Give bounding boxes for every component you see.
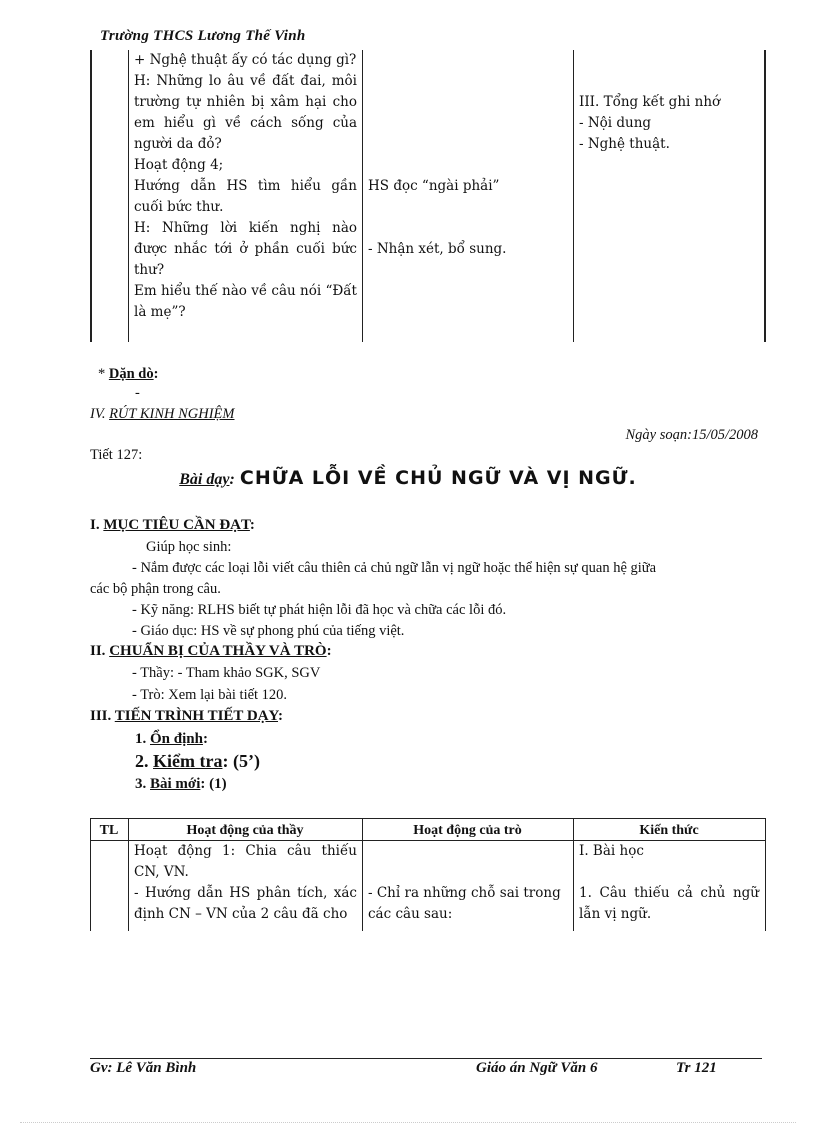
teacher-activity-cell [134,841,357,925]
teacher-activity-line: + Nghệ thuật ấy có tác dụng gì? [134,52,357,68]
teacher-activity-line: H: Những lời kiến nghị nào được nhắc tới ở phần cuối bức thư? [134,220,357,278]
lesson-activity-table [90,818,766,931]
student-activity-reading: HS đọc “ngài phải” [368,178,500,194]
preparation-student: - Trò: Xem lại bài tiết 120. [132,687,288,703]
column-header-time: TL [99,823,119,838]
school-header: Trường THCS Lương Thế Vinh [100,28,306,44]
teacher-activity-line: - Hướng dẫn HS phân tích, xác định CN – VN của 2 câu đã cho [134,885,357,922]
table-border-right [765,819,766,931]
homework-dash: - [135,385,140,401]
knowledge-lesson-heading: I. Bài học [579,843,644,859]
procedure-step-2: 2. Kiểm tra: (5’) [135,751,260,771]
procedure-step-3: 3. Bài mới: (1) [135,776,227,792]
knowledge-line: III. Tổng kết ghi nhớ [579,94,721,110]
footer-teacher: Gv: Lê Văn Bình [90,1060,197,1076]
section-objectives-heading: I. MỤC TIÊU CẦN ĐẠT: [90,517,255,533]
objective-line: - Nắm được các loại lỗi viết câu thiên cả chủ ngữ lẫn vị ngữ hoặc thể hiện sự quan hệ giữa [132,560,657,576]
section-procedure-heading: III. TIẾN TRÌNH TIẾT DẠY: [90,708,284,724]
objectives-intro: Giúp học sinh: [146,539,232,555]
objective-line: - Giáo dục: HS về sự phong phú của tiếng việt. [132,623,405,639]
student-activity-cell: - Chỉ ra những chỗ sai trong các câu sau: [368,885,561,922]
table-divider [362,50,363,342]
table-border-right [764,50,766,342]
teacher-activity-line: H: Những lo âu về đất đai, môi trường tự nhiên bị xâm hại cho em hiểu gì về cách sống của người da đỏ? [134,73,357,152]
section-preparation-heading: II. CHUẨN BỊ CỦA THẦY VÀ TRÒ: [90,643,332,659]
objective-line: - Kỹ năng: RLHS biết tự phát hiện lỗi đã học và chữa các lỗi đó. [132,602,507,618]
footer-page: Tr 121 [676,1060,717,1076]
lesson-title: Bài dạy: CHỮA LỖI VỀ CHỦ NGỮ VÀ VỊ NGỮ. [179,467,637,489]
objective-line: các bộ phận trong câu. [90,581,221,597]
teacher-activity-line: Hoạt động 1: Chia câu thiếu CN, VN. [134,843,357,880]
period-number: Tiết 127: [90,447,143,463]
footer-rule [90,1058,762,1059]
column-header-student: Hoạt động của trò [413,823,522,838]
teacher-activity-cell [134,50,357,323]
teacher-activity-line: Hướng dẫn HS tìm hiểu gần cuối bức thư. [134,178,357,215]
prep-date: Ngày soạn:15/05/2008 [625,427,758,443]
column-header-knowledge: Kiến thức [639,823,699,838]
lessons-learned-heading: IV. RÚT KINH NGHIỆM [90,406,235,422]
continuation-table [90,50,766,342]
lesson-label: Bài dạy [179,471,230,488]
homework-label: Dặn dò [108,366,154,382]
knowledge-cell [579,92,759,155]
table-border-left [90,50,92,342]
footer-book: Giáo án Ngữ Văn 6 [476,1060,598,1076]
teacher-activity-line: Hoạt động 4; [134,157,224,173]
knowledge-line: 1. Câu thiếu cả chủ ngữ lẫn vị ngữ. [579,885,759,922]
column-header-teacher: Hoạt động của thầy [186,823,304,838]
student-activity-comment: - Nhận xét, bổ sung. [368,241,507,257]
table-divider [573,50,574,342]
procedure-step-1: 1. Ổn định: [135,731,208,747]
knowledge-line: - Nghệ thuật. [579,136,670,152]
knowledge-line: - Nội dung [579,115,652,131]
lesson-title-text: CHỮA LỖI VỀ CHỦ NGỮ VÀ VỊ NGỮ. [239,467,637,489]
table-divider [128,50,129,342]
homework-heading: * Dặn dò: [98,366,159,382]
teacher-activity-line: Em hiểu thế nào về câu nói “Đất là mẹ”? [134,283,357,320]
preparation-teacher: - Thầy: - Tham khảo SGK, SGV [132,665,321,681]
